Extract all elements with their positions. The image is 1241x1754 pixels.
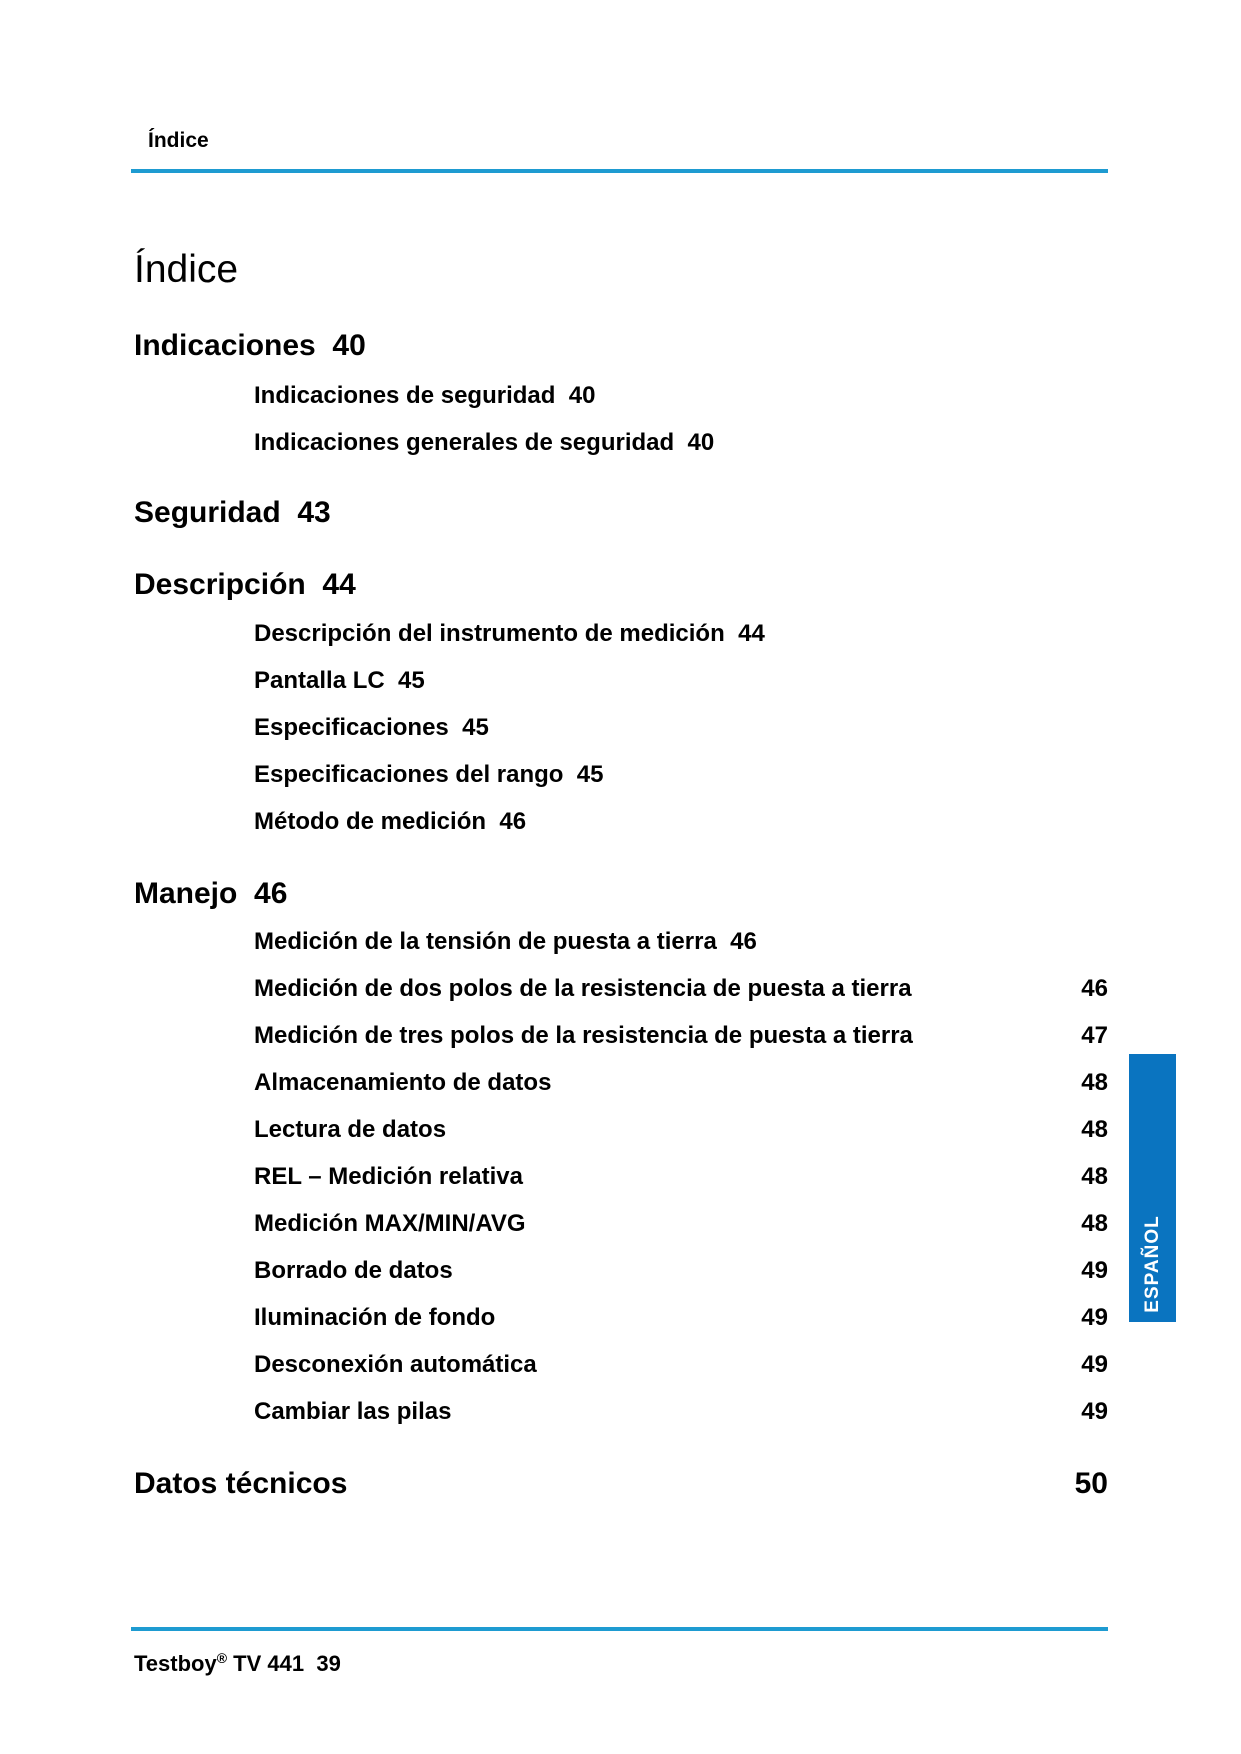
toc-entry-title[interactable]: Medición de tres polos de la resistencia de puesta a tierra [254,1022,913,1049]
page-title: Índice [134,248,239,291]
entry-page: 40 [687,429,715,456]
toc-entry-title[interactable]: Medición MAX/MIN/AVG [254,1210,526,1237]
toc-entry[interactable] [254,760,604,790]
toc-entry[interactable] [254,381,595,411]
toc-entry[interactable] [254,428,714,458]
toc-entry-page: 49 [1081,1398,1108,1425]
toc-section-indicaciones[interactable] [134,328,366,364]
language-tab [1129,1054,1176,1322]
toc-entry-page: 47 [1081,1022,1108,1049]
toc-entry-page: 48 [1081,1116,1108,1143]
toc-entry-title[interactable]: Medición de dos polos de la resistencia de puesta a tierra [254,975,912,1002]
entry-page: 40 [568,382,596,409]
toc-entry-title[interactable]: REL – Medición relativa [254,1163,523,1190]
section-title: Indicaciones [134,329,316,362]
entry-title: Indicaciones de seguridad [254,382,556,409]
entry-title: Descripción del instrumento de medición [254,620,725,647]
toc-section-descripcion[interactable] [134,567,356,603]
footer-brand: Testboy [134,1651,217,1676]
entry-page: 46 [730,928,757,955]
toc-entry-title[interactable]: Cambiar las pilas [254,1398,452,1425]
entry-title: Pantalla LC [254,667,385,694]
toc-entry-page: 49 [1081,1304,1108,1331]
section-title: Descripción [134,568,306,601]
entry-page: 44 [738,620,765,647]
toc-entry-title[interactable]: Lectura de datos [254,1116,447,1143]
footer [134,1644,341,1678]
entry-title: Especificaciones del rango [254,761,564,788]
toc-entry-page: 48 [1081,1163,1108,1190]
running-header: Índice [148,129,209,152]
toc-entry-page: 49 [1081,1351,1108,1378]
toc-entry[interactable] [254,666,425,696]
language-tab-label: ESPAÑOL [1141,1215,1163,1313]
toc-section-page: 50 [1074,1467,1108,1500]
entry-title: Método de medición [254,808,487,835]
toc-section-seguridad[interactable] [134,495,331,531]
toc-entry[interactable] [254,807,526,837]
toc-entry-page: 49 [1081,1257,1108,1284]
footer-model: TV 441 [233,1651,305,1676]
section-title: Manejo [134,877,238,910]
section-page: 43 [297,496,331,529]
section-page: 44 [322,568,356,601]
footer-rule [131,1627,1108,1631]
toc-entry-title[interactable]: Borrado de datos [254,1257,453,1284]
toc-entry-page: 46 [1081,975,1108,1002]
header-rule [131,169,1108,173]
toc-entry[interactable] [254,619,765,649]
toc-entry-page: 48 [1081,1210,1108,1237]
section-page: 46 [254,877,288,910]
registered-mark: ® [216,1650,228,1666]
entry-page: 46 [499,808,527,835]
toc-entry-page: 48 [1081,1069,1108,1096]
entry-page: 45 [462,714,489,741]
section-page: 40 [332,329,366,362]
entry-page: 45 [576,761,604,788]
entry-title: Medición de la tensión de puesta a tierra [254,928,717,955]
footer-page-number: 39 [316,1651,341,1676]
entry-title: Indicaciones generales de seguridad [254,429,675,456]
section-title: Seguridad [134,496,281,529]
toc-section-manejo[interactable] [134,876,287,912]
toc-entry[interactable] [254,927,757,957]
entry-title: Especificaciones [254,714,449,741]
toc-entry-title[interactable]: Almacenamiento de datos [254,1069,552,1096]
toc-entry-title[interactable]: Iluminación de fondo [254,1304,496,1331]
toc-section-datos-tecnicos[interactable]: Datos técnicos [134,1467,348,1500]
entry-page: 45 [398,667,425,694]
toc-entry[interactable] [254,713,489,743]
toc-entry-title[interactable]: Desconexión automática [254,1351,537,1378]
